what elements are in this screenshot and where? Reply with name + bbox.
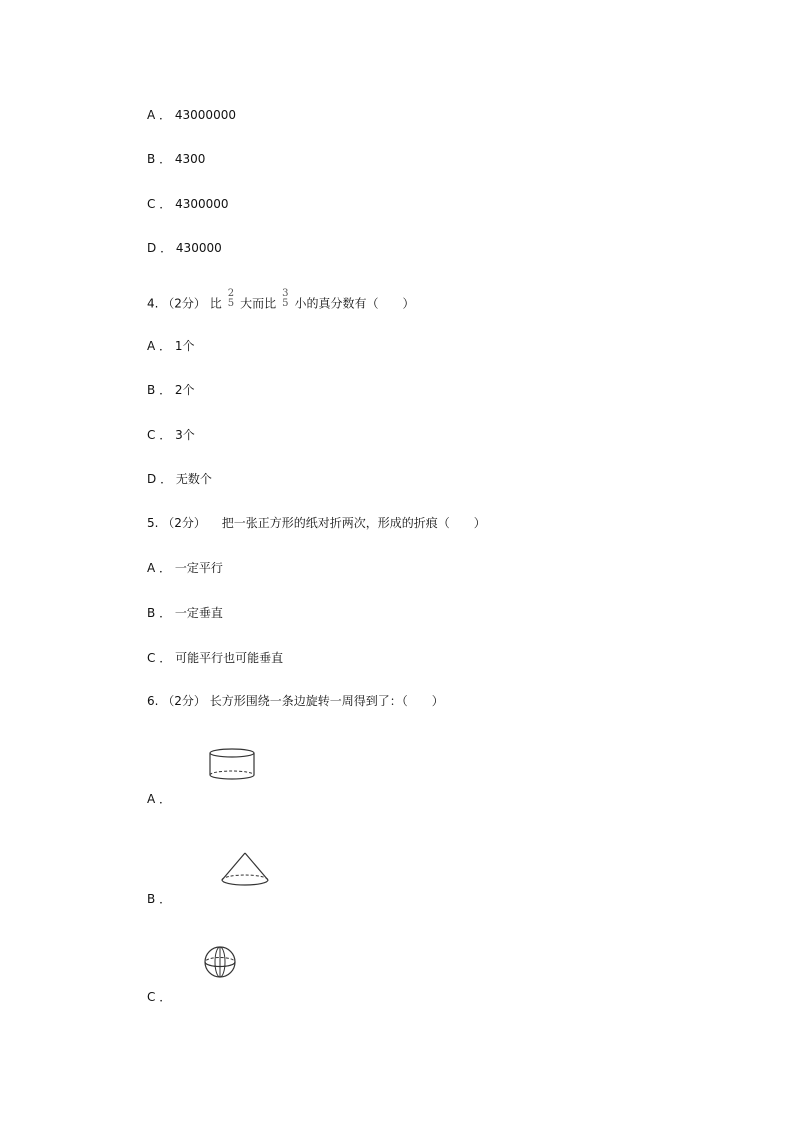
fraction-three-fifths: 3 5 bbox=[282, 288, 289, 309]
cylinder-icon bbox=[205, 747, 259, 783]
question-number: 4. bbox=[147, 296, 159, 311]
q6-option-b: B ． bbox=[147, 892, 172, 906]
option-text: 43000000 bbox=[174, 108, 236, 122]
q5-option-a: A ． 一定平行 bbox=[147, 561, 223, 575]
option-letter: B bbox=[147, 152, 156, 166]
q3-option-c: C ． 4300000 bbox=[147, 197, 229, 211]
option-letter: A bbox=[147, 108, 156, 122]
fraction-two-fifths: 2 5 bbox=[227, 288, 235, 309]
q4-option-a: A ． 1个 bbox=[147, 339, 195, 353]
q6-stem: 6. （2分） 长方形围绕一条边旋转一周得到了：（ ） bbox=[147, 694, 444, 708]
q5-option-b: B ． 一定垂直 bbox=[147, 606, 223, 620]
q4-option-c: C ． 3个 bbox=[147, 428, 195, 442]
option-letter: D bbox=[147, 241, 157, 255]
question-score: （2分） bbox=[162, 516, 206, 530]
option-letter: C bbox=[147, 197, 156, 211]
q3-option-b: B ． 4300 bbox=[147, 152, 206, 166]
sphere-icon bbox=[201, 944, 239, 980]
q5-stem: 5. （2分） 把一张正方形的纸对折两次，形成的折痕（ ） bbox=[147, 516, 486, 530]
q5-option-c: C ． 可能平行也可能垂直 bbox=[147, 651, 284, 665]
question-number: 5. bbox=[147, 516, 159, 530]
q6-option-c: C ． bbox=[147, 990, 172, 1004]
q4-option-b: B ． 2个 bbox=[147, 383, 195, 397]
option-text: 4300000 bbox=[175, 197, 229, 211]
q3-option-a: A ． 43000000 bbox=[147, 108, 236, 122]
q3-option-d: D ． 430000 bbox=[147, 241, 222, 255]
question-score: （2分） bbox=[162, 296, 206, 311]
q6-option-a: A ． bbox=[147, 792, 172, 806]
question-number: 6. bbox=[147, 694, 159, 708]
cone-icon bbox=[218, 851, 272, 891]
option-text: 4300 bbox=[174, 152, 206, 166]
q4-stem: 4. （2分） 比 2 5 大而比 3 5 小的真分数有（ ） bbox=[147, 288, 415, 311]
q4-option-d: D ． 无数个 bbox=[147, 472, 212, 486]
option-text: 430000 bbox=[175, 241, 222, 255]
question-score: （2分） bbox=[162, 694, 206, 708]
